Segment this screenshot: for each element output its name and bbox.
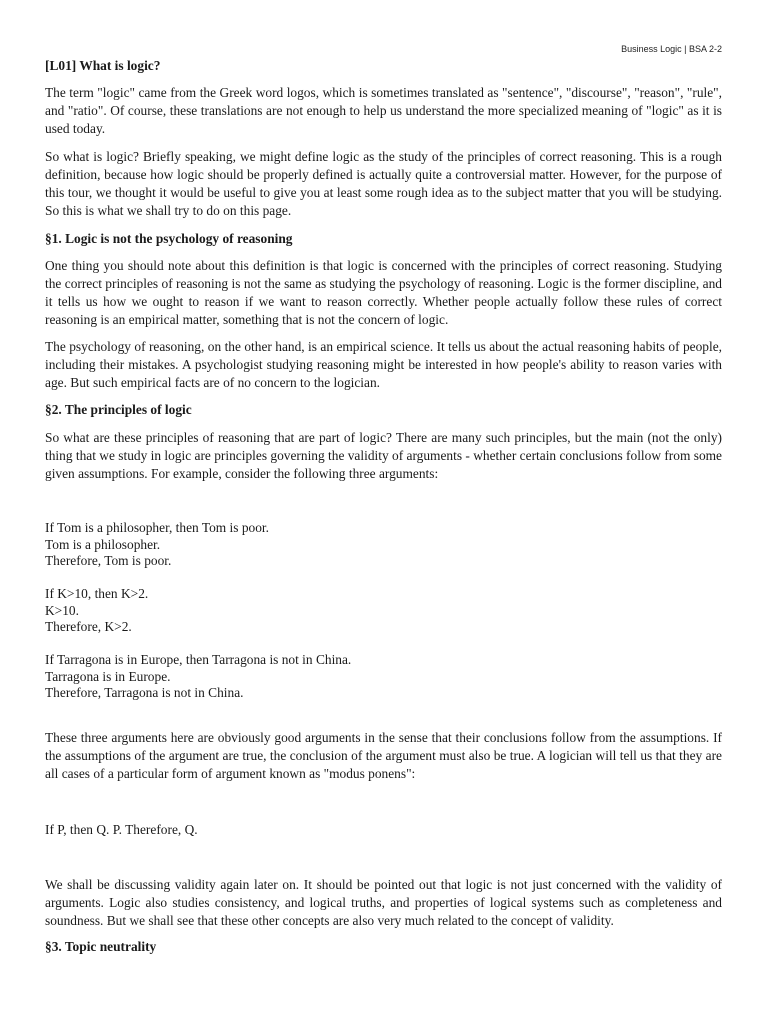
argument-3: [45, 652, 351, 702]
argument-line: Therefore, K>2.: [45, 619, 132, 634]
argument-1: [45, 520, 269, 570]
intro-paragraph-1: The term "logic" came from the Greek word logos, which is sometimes translated as "sentence", "discourse", "reason", "rule", and "ratio". Of course, these translations are not enough to help us understand the more specialized meaning of "logic" as it is used today.: [45, 85, 722, 136]
section-1-paragraph-1: One thing you should note about this definition is that logic is concerned with the principles of correct reasoning. Studying the correct principles of reasoning is not the same as studying the psychology of reasoning. Logic is the former discipline, and it tells us how we ought to reason if we want to reason correctly. Whether people actually follow these rules of correct reasoning is an empirical matter, something that is not the concern of logic.: [45, 258, 722, 327]
argument-2: [45, 586, 148, 636]
argument-line: Tom is a philosopher.: [45, 536, 161, 552]
argument-line: If K>10, then K>2.: [45, 586, 149, 601]
argument-line: Therefore, Tom is poor.: [45, 553, 172, 568]
page-header: Business Logic | BSA 2-2: [621, 44, 722, 54]
section-1-paragraph-2: The psychology of reasoning, on the other hand, is an empirical science. It tells us about the actual reasoning habits of people, including their mistakes. A psychologist studying reasoning might be interested in how people's ability to reason varies with age. But such empirical facts are of no concern to the logician.: [45, 339, 722, 390]
modus-ponens-form: If P, then Q. P. Therefore, Q.: [45, 822, 198, 837]
section-2-paragraph-3: We shall be discussing validity again later on. It should be pointed out that logic is not just concerned with the validity of arguments. Logic also studies consistency, and logical truths, and properties of logical systems such as completeness and soundness. But we shall see that these other concepts are also very much related to the concept of validity.: [45, 877, 722, 928]
argument-line: If Tarragona is in Europe, then Tarragona is not in China.: [45, 652, 352, 667]
argument-line: Therefore, Tarragona is not in China.: [45, 685, 244, 700]
section-1-heading: §1. Logic is not the psychology of reasoning: [45, 231, 293, 246]
section-2-paragraph-1: So what are these principles of reasoning that are part of logic? There are many such principles, but the main (not the only) thing that we study in logic are principles governing the validity of arguments - whether certain conclusions follow from some given assumptions. For example, consider the following three arguments:: [45, 430, 722, 481]
section-2-paragraph-2: These three arguments here are obviously good arguments in the sense that their conclusions follow from the assumptions. If the assumptions of the argument are true, the conclusion of the argument must also be true. A logician will tell us that they are all cases of a particular form of argument known as "modus ponens":: [45, 730, 722, 781]
argument-line: Tarragona is in Europe.: [45, 668, 171, 684]
argument-line: K>10.: [45, 602, 79, 618]
intro-paragraph-2: So what is logic? Briefly speaking, we might define logic as the study of the principles of correct reasoning. This is a rough definition, because how logic should be properly defined is actually quite a controversial matter. However, for the purpose of this tour, we thought it would be useful to give you at least some rough idea as to the subject matter that you will be studying. So this is what we shall try to do on this page.: [45, 149, 722, 218]
section-2-heading: §2. The principles of logic: [45, 402, 192, 417]
argument-line: If Tom is a philosopher, then Tom is poor.: [45, 520, 269, 535]
section-3-heading: §3. Topic neutrality: [45, 939, 157, 954]
document-title: [L01] What is logic?: [45, 58, 161, 73]
